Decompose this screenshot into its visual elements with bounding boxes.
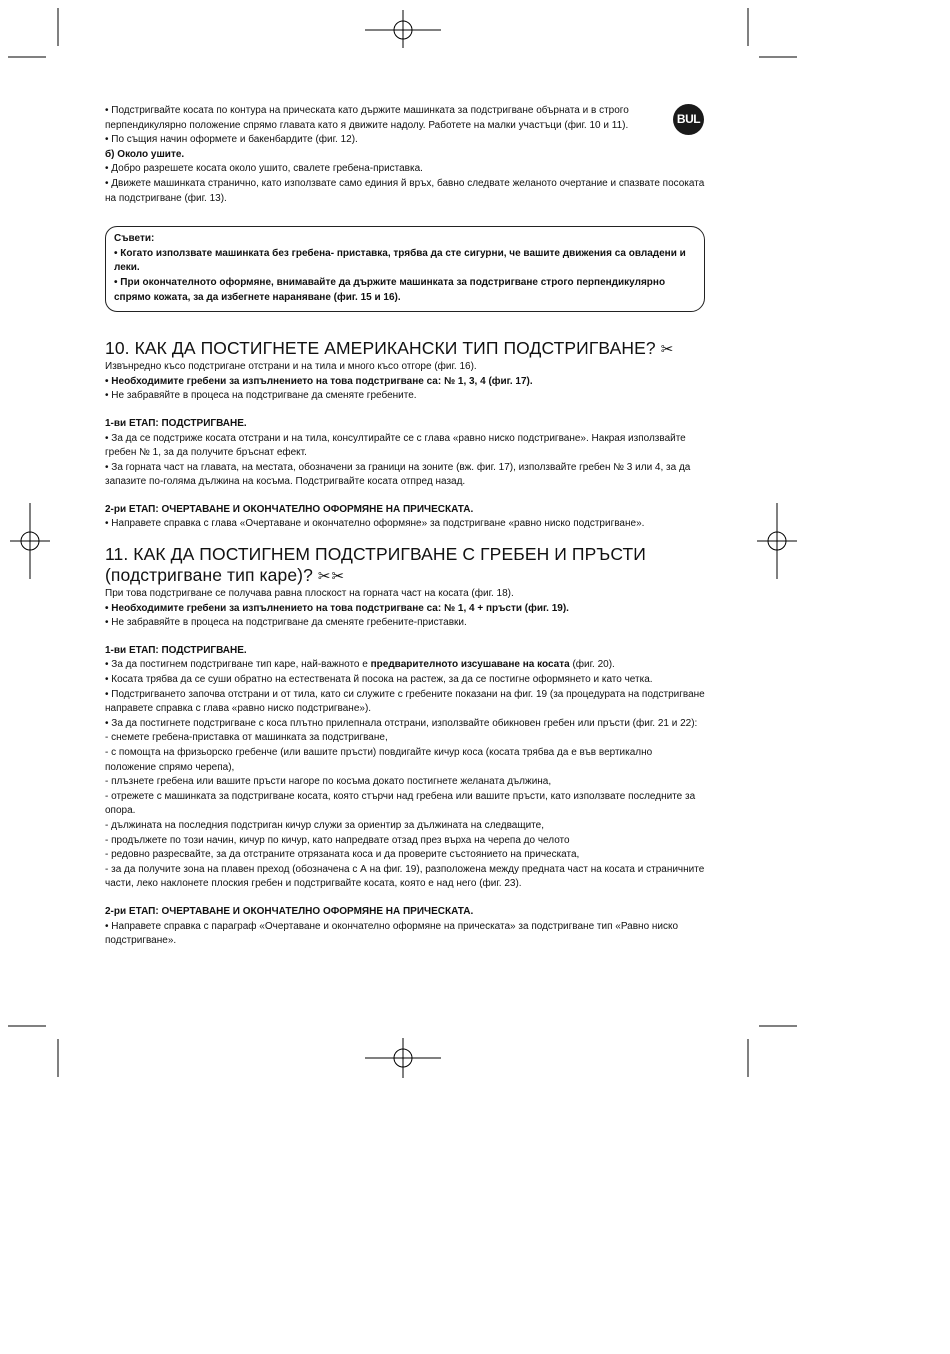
section-11-title (105, 544, 705, 587)
tips-box (105, 226, 705, 312)
ears-subheading: б) Около ушите. (105, 148, 185, 160)
registration-target-bottom (365, 1038, 441, 1078)
s11-stage-1-line-7: - плъзнете гребена или вашите пръсти нагоре по косъма докато постигнете желаната дължина, (105, 776, 552, 788)
s11-stage-1-line-1 (105, 658, 705, 673)
s11-l1-a: • За да постигнем подстригване тип каре, най-важното е (105, 659, 371, 671)
registration-target-right (757, 503, 797, 579)
s11-stage-1-title: 1-ви ЕТАП: ПОДСТРИГВАНЕ. (105, 644, 247, 656)
tips-item-2: • При окончателното оформяне, внимавайте да държите машинката за подстригване строго перпендикулярно спрямо кожата, за да избегнете нараняване (фиг. 15 и 16). (114, 276, 666, 303)
s10-stage-1-paragraph-2: • За горната част на главата, на местата, обозначени за граници на зоните (вж. фиг. 17), използвайте гребен № 3 или 4, за да запазите по-голяма дължина на косъма. Подстригвайте косата отпред назад. (105, 461, 691, 488)
intro-paragraph-2: • По същия начин оформете и бакенбардите (фиг. 12). (105, 134, 358, 146)
s11-stage-1-line-9: - дължината на последния подстриган кичур служи за ориентир за дължината на следващите, (105, 819, 544, 831)
s11-stage-1-line-6: - с помощта на фризьорско гребенче (или вашите пръсти) повдигайте кичур коса (косата трябва да е във вертикално положение спрямо черепа), (105, 747, 653, 773)
s11-stage-2-title: 2-ри ЕТАП: ОЧЕРТАВАНЕ И ОКОНЧАТЕЛНО ОФОРМЯНЕ НА ПРИЧЕСКАТА. (105, 905, 474, 917)
s11-stage-1-line-12: - за да получите зона на плавен преход (обозначена с А на фиг. 19), разположена между предната част на косата и страничните части, леко наклонете плоския гребен и подстригвайте косата, която е над него (фиг. 23). (105, 863, 705, 890)
registration-target-top (365, 10, 441, 48)
tips-item-1: • Когато използвате машинката без гребена- приставка, трябва да сте сигурни, че вашите движения са овладени и леки. (114, 247, 686, 274)
s11-stage-1-line-2: • Косата трябва да се суши обратно на естествената й посока на растеж, за да се постигне оформянето и като четка. (105, 674, 653, 686)
s11-stage-1-line-11: - редовно разресвайте, за да отстраните отрязаната коса и да проверите състоянието на прическата, (105, 849, 580, 861)
s11-stage-1-line-3: • Подстригването започва отстрани и от тила, като си служите с гребените показани на фиг. 19 (за процедурата на подстригване направете справка с глава «равно ниско подстригване»). (105, 688, 705, 715)
section-11-title-line-1: 11. КАК ДА ПОСТИГНЕМ ПОДСТРИГВАНЕ С ГРЕБЕН И ПРЪСТИ (105, 544, 646, 565)
scissors-icon: ✂ (660, 341, 675, 359)
intro-paragraph-1: • Подстригвайте косата по контура на прическата като държите машинката за подстригване обърната и в строго перпендикулярно положение спрямо главата като я движите надолу. Работете на малки участъци (фиг. 10 и 11). (105, 105, 629, 131)
s10-paragraph-3: • Не забравяйте в процеса на подстригване да сменяте гребените. (105, 390, 417, 402)
s10-stage-2-paragraph-1: • Направете справка с глава «Очертаване и окончателно оформяне» за подстригване «равно ниско подстригване». (105, 518, 645, 530)
s10-stage-1-title: 1-ви ЕТАП: ПОДСТРИГВАНЕ. (105, 417, 247, 429)
s11-l1-b: предварителното изсушаване на косата (370, 659, 570, 671)
section-10-title (105, 338, 705, 360)
s11-stage-1-line-10: - продължете по този начин, кичур по кичур, като напредвате отзад през върха на черепа до челото (105, 834, 570, 846)
registration-target-left (10, 503, 50, 579)
s10-stage-2-title: 2-ри ЕТАП: ОЧЕРТАВАНЕ И ОКОНЧАТЕЛНО ОФОРМЯНЕ НА ПРИЧЕСКАТА. (105, 503, 474, 515)
intro-paragraph-4: • Движете машинката странично, като използвате само единия й връх, бавно следвате желаното очертание и спазвате посоката на подстригване (фиг. 13). (105, 177, 705, 204)
section-10-title-text: 10. КАК ДА ПОСТИГНЕТЕ АМЕРИКАНСКИ ТИП ПОДСТРИГВАНЕ? (105, 338, 656, 359)
page-content (105, 104, 705, 949)
s11-stage-1-line-4: • За да постигнете подстригване с коса плътно прилепнала отстрани, използвайте обикновен гребен или пръсти (фиг. 21 и 22): (105, 717, 698, 729)
s10-paragraph-1: Извънредно късо подстригане отстрани и на тила и много късо отгоре (фиг. 16). (105, 361, 477, 373)
s10-paragraph-2: • Необходимите гребени за изпълнението на това подстригване са: № 1, 3, 4 (фиг. 17). (105, 375, 533, 387)
language-badge: BUL (673, 104, 704, 135)
s11-paragraph-1: При това подстригване се получава равна плоскост на горната част на косата (фиг. 18). (105, 588, 514, 600)
scissors-icon: ✂✂ (317, 568, 346, 586)
section-11-title-line-2: (подстригване тип каре)? (105, 565, 313, 586)
s11-paragraph-2: • Необходимите гребени за изпълнението на това подстригване са: № 1, 4 + пръсти (фиг. 19). (105, 602, 569, 614)
tips-title: Съвети: (114, 233, 155, 245)
s11-stage-1-line-8: - отрежете с машинката за подстригване косата, която стърчи над гребена или вашите пръсти, като използвате последните за опора. (105, 790, 696, 817)
s10-stage-1-paragraph-1: • За да се подстриже косата отстрани и на тила, консултирайте се с глава «равно ниско подстригване». Накрая използвайте гребен № 1, за да получите бръснат ефект. (105, 432, 686, 459)
intro-paragraph-3: • Добро разрешете косата около ушито, свалете гребена-приставка. (105, 163, 423, 175)
s11-stage-2-paragraph-1: • Направете справка с параграф «Очертаване и окончателно оформяне на прическата» за подстригване тип «Равно ниско подстригване». (105, 920, 679, 947)
s11-paragraph-3: • Не забравяйте в процеса на подстригване да сменяте гребените-приставки. (105, 617, 467, 629)
s11-stage-1-line-5: - снемете гребена-приставка от машинката за подстригване, (105, 732, 388, 744)
s11-l1-c: (фиг. 20). (569, 659, 615, 671)
